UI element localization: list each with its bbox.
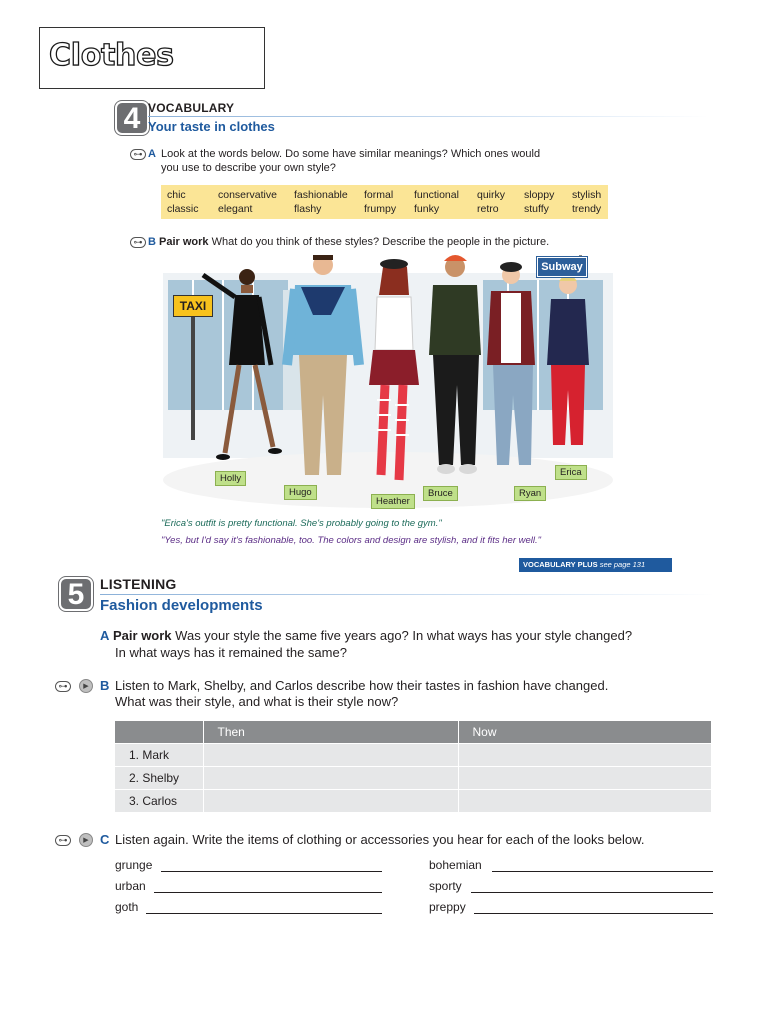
look-label-preppy: preppy xyxy=(429,900,466,914)
vocab-word: functional xyxy=(414,189,459,201)
vocabulary-plus-banner xyxy=(519,558,672,572)
section-4-number-badge: 4 xyxy=(115,101,149,135)
part-4a-text-line2: you use to describe your own style? xyxy=(161,162,336,174)
part-5c-text: Listen again. Write the items of clothing or accessories you hear for each of the looks below. xyxy=(115,832,645,847)
section-4-rule xyxy=(148,116,708,117)
vocabulary-plus-label: VOCABULARY PLUS xyxy=(523,560,598,569)
table-header xyxy=(115,721,203,744)
name-tag-hugo: Hugo xyxy=(284,485,317,500)
table-cell-then[interactable] xyxy=(203,744,458,767)
vocab-word: formal xyxy=(364,189,394,201)
example-quote-1: "Erica's outfit is pretty functional. She's probably going to the gym." xyxy=(161,518,442,529)
table-cell-now[interactable] xyxy=(458,744,712,767)
subway-sign: Subway xyxy=(537,257,587,277)
fashion-illustration xyxy=(163,255,613,510)
part-4a-letter: A xyxy=(148,148,156,160)
look-label-urban: urban xyxy=(115,879,146,893)
section-5-rule xyxy=(100,594,715,595)
vocab-word: classic xyxy=(167,203,199,215)
answer-line-bohemian[interactable] xyxy=(492,871,713,872)
audio-play-icon[interactable]: ▶ xyxy=(79,833,93,847)
table-row xyxy=(115,767,712,790)
part-5a-text-line2: In what ways has it remained the same? xyxy=(115,645,347,660)
vocabulary-word-box xyxy=(161,185,608,219)
part-5a-bold: Pair work xyxy=(113,628,172,643)
table-header-then: Then xyxy=(203,721,458,744)
vocab-word: fashionable xyxy=(294,189,348,201)
table-cell-name: 2. Shelby xyxy=(115,767,203,790)
vocab-word: frumpy xyxy=(364,203,397,215)
vocabulary-plus-page-ref: see page 131 xyxy=(599,560,646,569)
answer-line-urban[interactable] xyxy=(154,892,382,893)
page-title-box xyxy=(39,27,265,89)
name-tag-ryan: Ryan xyxy=(514,486,546,501)
answer-key-icon: ⊶ xyxy=(55,681,71,692)
vocab-word: conservative xyxy=(218,189,277,201)
table-cell-then[interactable] xyxy=(203,767,458,790)
part-5a-letter: A xyxy=(100,628,110,643)
table-cell-now[interactable] xyxy=(458,767,712,790)
table-header-row xyxy=(115,721,712,744)
vocab-word: trendy xyxy=(572,203,602,215)
table-row xyxy=(115,790,712,813)
answer-line-goth[interactable] xyxy=(146,913,382,914)
vocab-word: retro xyxy=(477,203,499,215)
part-4b-text: What do you think of these styles? Describe the people in the picture. xyxy=(211,236,550,248)
table-row xyxy=(115,744,712,767)
part-5b-text-line2: What was their style, and what is their style now? xyxy=(115,694,399,709)
vocab-word: sloppy xyxy=(524,189,555,201)
section-5-number-badge: 5 xyxy=(59,577,93,611)
taxi-pole xyxy=(191,305,195,440)
example-quote-2: "Yes, but I'd say it's fashionable, too. The colors and design are stylish, and it fits her well." xyxy=(161,535,542,546)
look-label-bohemian: bohemian xyxy=(429,858,482,872)
look-label-grunge: grunge xyxy=(115,858,153,872)
name-tag-bruce: Bruce xyxy=(423,486,458,501)
part-4a-text-line1: Look at the words below. Do some have similar meanings? Which ones would xyxy=(161,148,541,160)
vocab-word: quirky xyxy=(477,189,506,201)
answer-line-sporty[interactable] xyxy=(471,892,713,893)
section-5-subtitle: Fashion developments xyxy=(100,597,263,614)
vocab-word: stylish xyxy=(572,189,602,201)
part-5b-text-line1: Listen to Mark, Shelby, and Carlos describe how their tastes in fashion have changed. xyxy=(115,678,609,693)
audio-play-icon[interactable]: ▶ xyxy=(79,679,93,693)
look-label-sporty: sporty xyxy=(429,879,462,893)
part-5a-heading xyxy=(100,628,632,644)
vocab-word: funky xyxy=(414,203,440,215)
style-comparison-table xyxy=(115,721,712,812)
vocab-word: chic xyxy=(167,189,186,201)
answer-key-icon: ⊶ xyxy=(55,835,71,846)
name-tag-heather: Heather xyxy=(371,494,415,509)
table-cell-now[interactable] xyxy=(458,790,712,813)
vocab-word: elegant xyxy=(218,203,253,215)
part-4b-letter: B xyxy=(148,236,156,248)
answer-key-icon: ⊶ xyxy=(130,237,146,248)
table-cell-name: 3. Carlos xyxy=(115,790,203,813)
part-4b-heading xyxy=(148,235,549,249)
part-5a-text-line1: Was your style the same five years ago? In what ways has your style changed? xyxy=(175,628,633,643)
section-4-label: VOCABULARY xyxy=(148,101,235,115)
vocab-word: flashy xyxy=(294,203,322,215)
part-5c-letter: C xyxy=(100,832,110,847)
section-5-label: LISTENING xyxy=(100,576,177,592)
answer-key-icon: ⊶ xyxy=(130,149,146,160)
answer-line-grunge[interactable] xyxy=(161,871,382,872)
part-5b-letter: B xyxy=(100,678,110,693)
name-tag-erica: Erica xyxy=(555,465,587,480)
answer-line-preppy[interactable] xyxy=(474,913,713,914)
look-label-goth: goth xyxy=(115,900,139,914)
table-cell-then[interactable] xyxy=(203,790,458,813)
table-cell-name: 1. Mark xyxy=(115,744,203,767)
table-header-now: Now xyxy=(458,721,712,744)
taxi-sign: TAXI xyxy=(173,295,213,317)
vocab-word: stuffy xyxy=(524,203,549,215)
part-4b-bold: Pair work xyxy=(159,236,209,248)
name-tag-holly: Holly xyxy=(215,471,246,486)
page-title: Clothes xyxy=(49,38,174,73)
section-4-subtitle: Your taste in clothes xyxy=(148,119,275,134)
